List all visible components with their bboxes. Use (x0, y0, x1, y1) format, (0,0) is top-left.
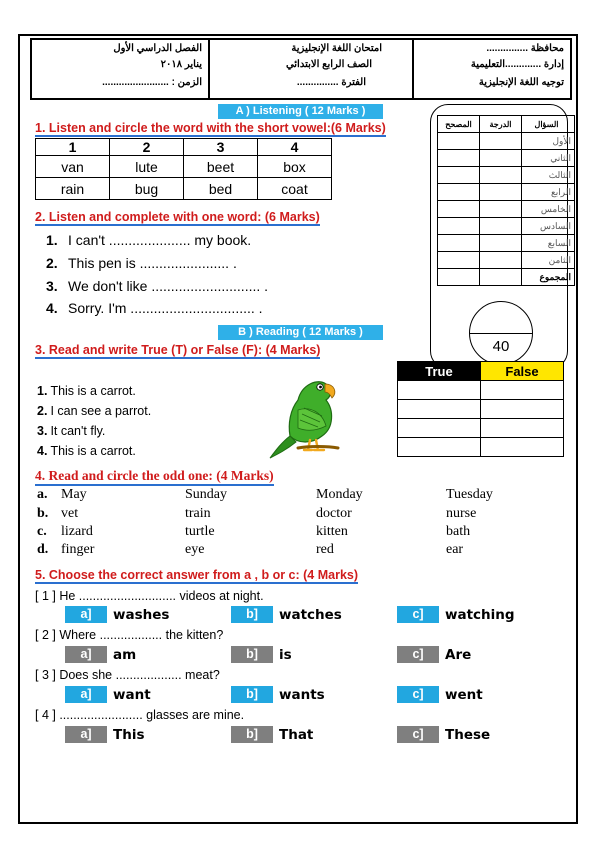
administration-label: إدارة .............التعليمية (470, 59, 564, 70)
q5-question: [ 4 ] ........................ glasses are mine. (35, 708, 245, 722)
q2-item[interactable] (46, 232, 251, 248)
option-text: washes (113, 606, 170, 623)
option-text: wants (279, 686, 325, 703)
score-header-mark: الدرجة (480, 116, 522, 133)
item-number: 4. (37, 444, 48, 458)
option-a[interactable] (65, 606, 169, 624)
odd-word[interactable]: Sunday (185, 487, 227, 502)
odd-word[interactable]: doctor (316, 506, 352, 521)
score-cell[interactable] (480, 201, 522, 218)
parrot-image (268, 370, 368, 462)
q3-statement (37, 404, 151, 418)
option-text: am (113, 646, 137, 663)
score-cell[interactable] (438, 184, 480, 201)
tf-cell[interactable] (398, 419, 481, 438)
option-label: c] (397, 686, 439, 703)
exam-title: امتحان اللغة الإنجليزية (291, 43, 382, 54)
tf-cell[interactable] (398, 438, 481, 457)
parrot-tail (270, 436, 296, 458)
item-number: 1. (46, 232, 58, 248)
option-a[interactable] (65, 686, 151, 704)
q2-item[interactable] (46, 255, 237, 271)
option-label: b] (231, 606, 273, 623)
odd-word[interactable]: Monday (316, 487, 363, 502)
q1-word[interactable]: rain (36, 178, 110, 200)
score-cell[interactable] (438, 252, 480, 269)
odd-word[interactable]: ear (446, 542, 464, 557)
option-c[interactable] (397, 606, 515, 624)
q4-row (37, 542, 557, 562)
parrot-pupil (319, 386, 322, 389)
odd-word[interactable]: lizard (61, 524, 93, 539)
item-text: It can't fly. (50, 424, 106, 438)
score-header-corrector: المصحح (438, 116, 480, 133)
period-label: الفترة ............... (296, 77, 366, 88)
item-text: We don't like ............................ . (68, 278, 269, 294)
q3-title: 3. Read and write True (T) or False (F): (4 Marks) (35, 343, 321, 357)
option-text: want (113, 686, 151, 703)
score-row-label: الخامس (522, 201, 575, 218)
option-text: watches (279, 606, 342, 623)
q4-row (37, 487, 557, 507)
tf-cell[interactable] (481, 400, 564, 419)
q1-title: 1. Listen and circle the word with the short vowel:(6 Marks) (35, 121, 386, 135)
odd-word[interactable]: kitten (316, 524, 348, 539)
odd-word[interactable]: finger (61, 542, 95, 557)
item-text: This pen is ....................... . (68, 255, 237, 271)
score-cell[interactable] (438, 218, 480, 235)
score-row-label: الأول (522, 133, 575, 150)
row-letter: b. (37, 506, 49, 521)
q1-word[interactable]: box (258, 156, 332, 178)
option-text: These (445, 726, 491, 743)
q5-question: [ 1 ] He ............................ videos at night. (35, 589, 264, 603)
option-label: c] (397, 726, 439, 743)
score-row-label: السابع (522, 235, 575, 252)
score-total-label: المجموع (522, 269, 575, 286)
option-c[interactable] (397, 646, 471, 664)
score-row-label: السادس (522, 218, 575, 235)
score-row-label: الثامن (522, 252, 575, 269)
odd-word[interactable]: bath (446, 524, 471, 539)
score-cell[interactable] (438, 269, 480, 286)
option-a[interactable] (65, 726, 144, 744)
option-b[interactable] (231, 646, 292, 664)
q1-number: 3 (184, 139, 258, 156)
option-b[interactable] (231, 686, 325, 704)
listening-banner: A ) Listening ( 12 Marks ) (218, 104, 383, 119)
option-b[interactable] (231, 726, 313, 744)
option-text: went (445, 686, 483, 703)
q1-word[interactable]: van (36, 156, 110, 178)
odd-word[interactable]: red (316, 542, 334, 557)
total-score: 40 (492, 338, 510, 355)
option-a[interactable] (65, 646, 136, 664)
q5-question: [ 3 ] Does she ................... meat? (35, 668, 220, 682)
q3-statement (37, 444, 136, 458)
perch (298, 447, 338, 449)
q3-statement (37, 424, 105, 438)
score-cell[interactable] (480, 184, 522, 201)
score-row-label: الرابع (522, 184, 575, 201)
tf-cell[interactable] (398, 400, 481, 419)
option-label: c] (397, 646, 439, 663)
q2-item[interactable] (46, 300, 263, 316)
option-text: That (279, 726, 314, 743)
odd-word[interactable]: nurse (446, 506, 477, 521)
score-cell[interactable] (480, 218, 522, 235)
odd-word[interactable]: train (185, 506, 211, 521)
q1-number: 2 (110, 139, 184, 156)
option-label: b] (231, 646, 273, 663)
item-number: 2. (46, 255, 58, 271)
score-cell[interactable] (438, 235, 480, 252)
q2-item[interactable] (46, 278, 268, 294)
item-text: Sorry. I'm ................................ . (68, 300, 263, 316)
header-right (414, 40, 570, 98)
q5-question: [ 2 ] Where .................. the kitten? (35, 628, 224, 642)
odd-word[interactable]: May (61, 487, 87, 502)
item-text: This is a carrot. (50, 384, 136, 398)
score-cell[interactable] (480, 150, 522, 167)
option-label: a] (65, 686, 107, 703)
true-header: True (398, 362, 481, 381)
score-cell[interactable] (438, 167, 480, 184)
item-text: I can see a parrot. (50, 404, 152, 418)
option-label: b] (231, 686, 273, 703)
option-text: Are (445, 646, 472, 663)
q1-number: 4 (258, 139, 332, 156)
q4-title: 4. Read and circle the odd one: (4 Marks) (35, 468, 274, 486)
q1-word-table (35, 138, 332, 200)
score-table (437, 115, 575, 286)
option-c[interactable] (397, 686, 483, 704)
q1-word[interactable]: bug (110, 178, 184, 200)
odd-word[interactable]: turtle (185, 524, 215, 539)
time-label: الزمن : ........................ (102, 77, 202, 88)
score-cell[interactable] (480, 133, 522, 150)
score-header-question: السؤال (522, 116, 575, 133)
true-false-table (397, 361, 564, 457)
header-middle (210, 40, 414, 98)
option-text: This (113, 726, 145, 743)
supervision-label: توجيه اللغة الإنجليزية (478, 77, 564, 88)
tf-cell[interactable] (481, 419, 564, 438)
q5-options (35, 606, 555, 626)
score-row-label: الثالث (522, 167, 575, 184)
q2-title: 2. Listen and complete with one word: (6 Marks) (35, 210, 320, 224)
tf-cell[interactable] (481, 381, 564, 400)
date-label: يناير ٢٠١٨ (160, 59, 202, 70)
q3-statement (37, 384, 136, 398)
score-cell[interactable] (438, 133, 480, 150)
governorate-label: محافظة ............... (486, 43, 564, 54)
row-letter: d. (37, 542, 49, 557)
reading-banner: B ) Reading ( 12 Marks ) (218, 325, 383, 340)
item-number: 1. (37, 384, 48, 398)
q5-options (35, 686, 555, 706)
item-number: 2. (37, 404, 48, 418)
q5-options (35, 646, 555, 666)
tf-cell[interactable] (481, 438, 564, 457)
option-b[interactable] (231, 606, 342, 624)
odd-word[interactable]: eye (185, 542, 205, 557)
score-cell[interactable] (438, 201, 480, 218)
option-label: a] (65, 726, 107, 743)
q4-row (37, 506, 557, 526)
score-cell[interactable] (480, 235, 522, 252)
item-number: 3. (46, 278, 58, 294)
header-left (32, 40, 210, 98)
option-text: watching (445, 606, 515, 623)
q1-number: 1 (36, 139, 110, 156)
row-letter: c. (37, 524, 47, 539)
odd-word[interactable]: Tuesday (446, 487, 493, 502)
score-cell[interactable] (480, 167, 522, 184)
q1-word[interactable]: beet (184, 156, 258, 178)
option-text: is (279, 646, 292, 663)
item-text: I can't ..................... my book. (68, 232, 252, 248)
item-text: This is a carrot. (50, 444, 136, 458)
score-row-label: الثاني (522, 150, 575, 167)
q5-title: 5. Choose the correct answer from a , b or c: (4 Marks) (35, 568, 359, 582)
q1-word[interactable]: lute (110, 156, 184, 178)
total-score-circle (469, 301, 533, 365)
option-label: a] (65, 606, 107, 623)
score-cell[interactable] (480, 252, 522, 269)
option-label: b] (231, 726, 273, 743)
q4-row (37, 524, 557, 544)
term-label: الفصل الدراسي الأول (113, 43, 202, 54)
exam-header (30, 38, 572, 100)
q5-options (35, 726, 555, 746)
q1-word[interactable]: coat (258, 178, 332, 200)
false-header: False (481, 362, 564, 381)
tf-cell[interactable] (398, 381, 481, 400)
option-label: c] (397, 606, 439, 623)
circle-divider (470, 333, 532, 334)
odd-word[interactable]: vet (61, 506, 79, 521)
score-cell[interactable] (480, 269, 522, 286)
option-c[interactable] (397, 726, 490, 744)
row-letter: a. (37, 487, 48, 502)
grade-label: الصف الرابع الابتدائي (285, 59, 372, 70)
option-label: a] (65, 646, 107, 663)
item-number: 3. (37, 424, 48, 438)
item-number: 4. (46, 300, 58, 316)
q1-word[interactable]: bed (184, 178, 258, 200)
score-cell[interactable] (438, 150, 480, 167)
